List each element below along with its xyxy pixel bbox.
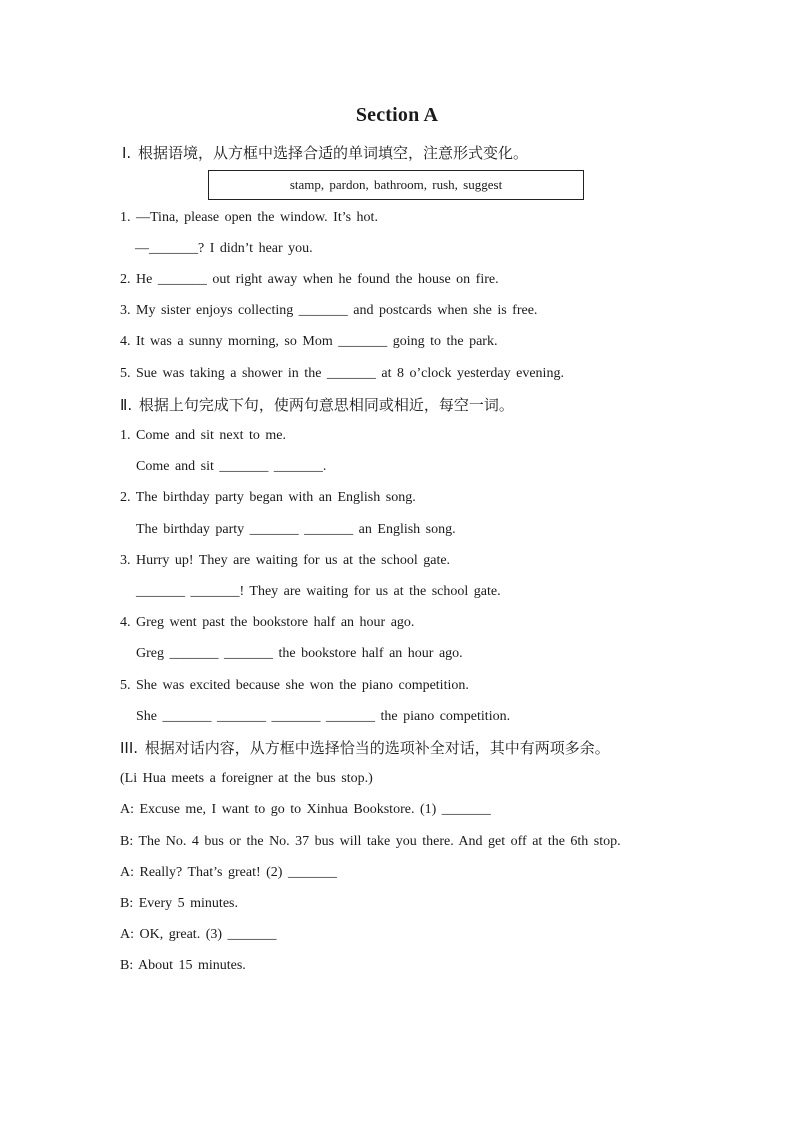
part2-line-2: 2. The birthday party began with an English song. [120, 490, 416, 505]
part1-line-1: 1. —Tina, please open the window. It’s hot. [120, 210, 378, 225]
part3-heading: III. 根据对话内容，从方框中选择恰当的选项补全对话，其中有两项多余。 [120, 739, 610, 757]
part2-line-3: 3. Hurry up! They are waiting for us at the school gate. [120, 553, 451, 568]
part2-line-1: 1. Come and sit next to me. [120, 428, 286, 443]
part1-line-4: 4. It was a sunny morning, so Mom _______ going to the park. [120, 334, 498, 349]
dialogue-line-5: A: OK, great. (3) _______ [120, 927, 277, 942]
part2-line-5: 5. She was excited because she won the piano competition. [120, 678, 469, 693]
part2-line-4b: Greg _______ _______ the bookstore half an hour ago. [136, 646, 463, 661]
dialogue-line-3: A: Really? That’s great! (2) _______ [120, 865, 337, 880]
part2-heading: Ⅱ. 根据上句完成下句，使两句意思相同或相近，每空一词。 [120, 396, 514, 414]
dialogue-line-2: B: The No. 4 bus or the No. 37 bus will take you there. And get off at the 6th stop. [120, 834, 621, 849]
word-box: stamp, pardon, bathroom, rush, suggest [208, 170, 584, 200]
part1-line-1b: —_______? I didn’t hear you. [135, 241, 313, 256]
section-title: Section A [355, 104, 439, 126]
part1-line-2: 2. He _______ out right away when he found the house on fire. [120, 272, 499, 287]
dialogue-line-1: A: Excuse me, I want to go to Xinhua Bookstore. (1) _______ [120, 802, 491, 817]
dialogue-context: (Li Hua meets a foreigner at the bus stop.) [120, 771, 373, 786]
dialogue-line-4: B: Every 5 minutes. [120, 896, 238, 911]
part2-line-5b: She _______ _______ _______ _______ the piano competition. [136, 709, 511, 724]
part2-line-3b: _______ _______! They are waiting for us at the school gate. [136, 584, 501, 599]
part2-line-2b: The birthday party _______ _______ an English song. [136, 522, 456, 537]
part1-line-3: 3. My sister enjoys collecting _______ and postcards when she is free. [120, 303, 538, 318]
part2-line-1b: Come and sit _______ _______. [136, 459, 327, 474]
part2-line-4: 4. Greg went past the bookstore half an hour ago. [120, 615, 415, 630]
dialogue-line-6: B: About 15 minutes. [120, 958, 246, 973]
part1-heading: Ⅰ. 根据语境，从方框中选择合适的单词填空，注意形式变化。 [122, 144, 528, 162]
part1-line-5: 5. Sue was taking a shower in the _______ at 8 o’clock yesterday evening. [120, 366, 564, 381]
